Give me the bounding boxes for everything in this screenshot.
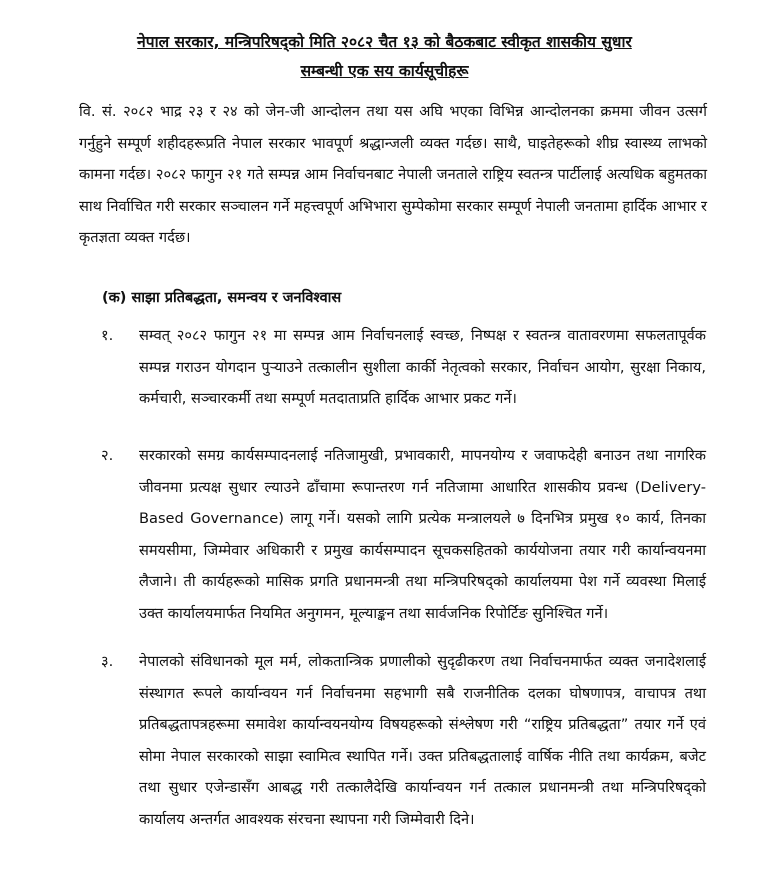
list-item-number: २. [101,447,114,464]
list-item-number: ३. [101,653,114,670]
list-item-number: १. [101,327,114,344]
intro-paragraph: वि. सं. २०८२ भाद्र २३ र २४ को जेन-जी आन्दोलन तथा यस अघि भएका विभिन्न आन्दोलनका क्रममा जीवन उत्सर्ग गर्नुहुने सम्पूर्ण शहीदहरूप्रति नेपाल सरकार भावपूर्ण श्रद्धान्जली व्यक्त गर्दछ। साथै, घाइतेहरूको शीघ्र स्वास्थ्य लाभको कामना गर्दछ। २०८२ फागुन २१ गते सम्पन्न आम निर्वाचनबाट नेपाली जनताले राष्ट्रिय स्वतन्त्र पार्टीलाई अत्यधिक बहुमतका साथ निर्वाचित गरी सरकार सञ्चालन गर्ने महत्त्वपूर्ण अभिभारा सुम्पेकोमा सरकार सम्पूर्ण नेपाली जनतामा हार्दिक आभार र कृतज्ञता व्यक्त गर्दछ। [79,103,707,247]
section-heading: (क) साझा प्रतिबद्धता, समन्वय र जनविश्वास [102,290,342,306]
document-title-line-1: नेपाल सरकार, मन्त्रिपरिषद्को मिति २०८२ चैत १३ को बैठकबाट स्वीकृत शासकीय सुधार [137,33,632,51]
document-title-line-2: सम्बन्धी एक सय कार्यसूचीहरू [300,62,469,80]
list-item-text: सरकारको समग्र कार्यसम्पादनलाई नतिजामुखी, प्रभावकारी, मापनयोग्य र जवाफदेही बनाउन तथा नागरिक जीवनमा प्रत्यक्ष सुधार ल्याउने ढाँचामा रूपान्तरण गर्न नतिजामा आधारित शासकीय प्रवन्ध (Delivery-Based Governance) लागू गर्ने। यसको लागि प्रत्येक मन्त्रालयले ७ दिनभित्र प्रमुख १० कार्य, तिनका समयसीमा, जिम्मेवार अधिकारी र प्रमुख कार्यसम्पादन सूचकसहितको कार्ययोजना तयार गरी कार्यान्वयनमा लैजाने। ती कार्यहरूको मासिक प्रगति प्रधानमन्त्री तथा मन्त्रिपरिषद्को कार्यालयमा पेश गर्ने व्यवस्था मिलाई उक्त कार्यालयमार्फत नियमित अनुगमन, मूल्याङ्कन तथा सार्वजनिक रिपोर्टिङ सुनिश्चित गर्ने। [139,447,706,622]
list-item-text: नेपालको संविधानको मूल मर्म, लोकतान्त्रिक प्रणालीको सुदृढीकरण तथा निर्वाचनमार्फत व्यक्त जनादेशलाई संस्थागत रूपले कार्यान्वयन गर्न निर्वाचनमा सहभागी सबै राजनीतिक दलका घोषणापत्र, वाचापत्र तथा प्रतिबद्धतापत्रहरूमा समावेश कार्यान्वयनयोग्य विषयहरूको संश्लेषण गरी “राष्ट्रिय प्रतिबद्धता” तयार गर्ने एवं सोमा नेपाल सरकारको साझा स्वामित्व स्थापित गर्ने। उक्त प्रतिबद्धतालाई वार्षिक नीति तथा कार्यक्रम, बजेट तथा सुधार एजेन्डासँग आबद्ध गरी तत्कालैदेखि कार्यान्वयन गर्न तत्काल प्रधानमन्त्री तथा मन्त्रिपरिषद्को कार्यालय अन्तर्गत आवश्यक संरचना स्थापना गरी जिम्मेवारी दिने। [139,653,706,828]
list-item-text: सम्वत् २०८२ फागुन २१ मा सम्पन्न आम निर्वाचनलाई स्वच्छ, निष्पक्ष र स्वतन्त्र वातावरणमा सफलतापूर्वक सम्पन्न गराउन योगदान पुऱ्याउने तत्कालीन सुशीला कार्की नेतृत्वको सरकार, निर्वाचन आयोग, सुरक्षा निकाय, कर्मचारी, सञ्चारकर्मी तथा सम्पूर्ण मतदाताप्रति हार्दिक आभार प्रकट गर्ने। [139,327,706,408]
